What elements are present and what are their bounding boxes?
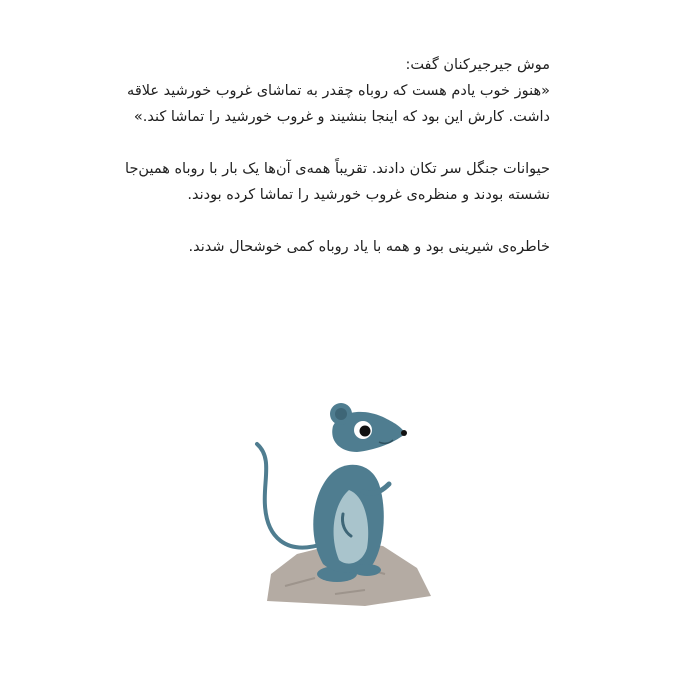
story-line: داشت. کارش این بود که اینجا بنشیند و غروب خورشید را تماشا کند.» <box>133 109 550 125</box>
story-line: حیوانات جنگل سر تکان دادند. تقریباً همه‌ی آن‌ها یک بار با روباه همین‌جا <box>125 161 550 177</box>
story-line: خاطره‌ی شیرینی بود و همه با یاد روباه کمی خوشحال شدند. <box>188 239 550 255</box>
story-text <box>100 52 550 286</box>
story-paragraph-3 <box>100 234 550 260</box>
story-line: موش جیرجیرکنان گفت: <box>405 57 550 73</box>
story-paragraph-2 <box>100 156 550 208</box>
story-line: نشسته بودند و منظره‌ی غروب خورشید را تماشا کرده بودند. <box>187 187 550 203</box>
mouse-nose <box>401 430 407 436</box>
mouse-tail <box>257 444 323 548</box>
story-line: «هنوز خوب یادم هست که روباه چقدر به تماشای غروب خورشید علاقه <box>127 83 550 99</box>
story-paragraph-1 <box>100 52 550 130</box>
mouse-on-rock-illustration <box>245 396 445 616</box>
